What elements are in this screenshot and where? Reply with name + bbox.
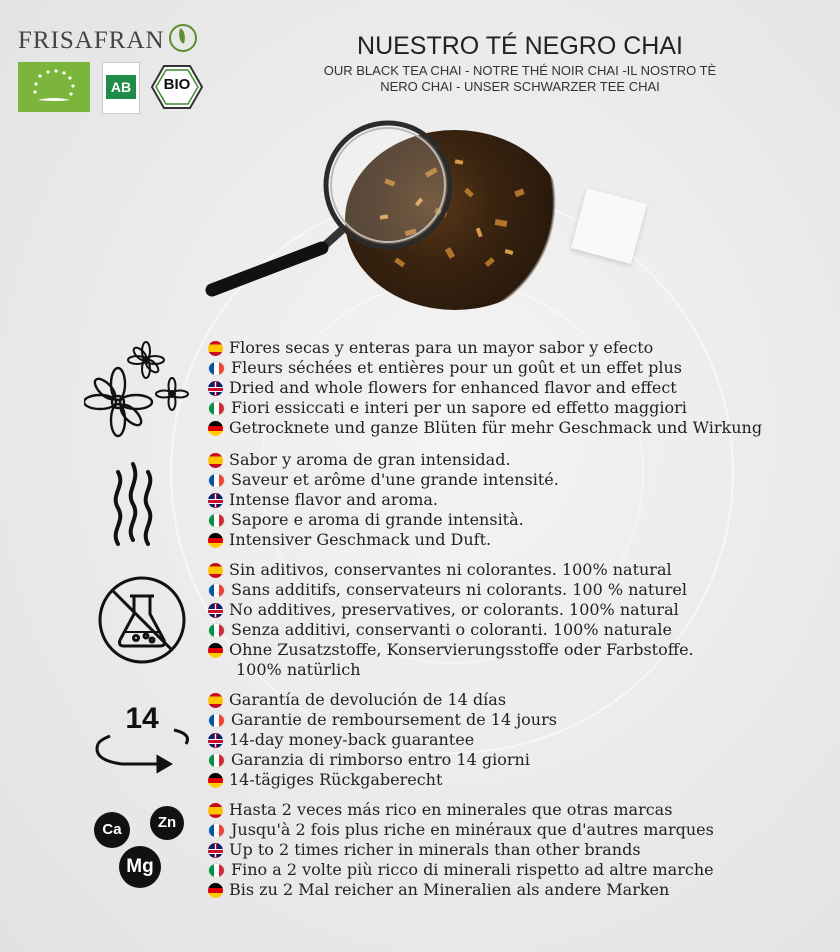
spain-flag-icon (208, 563, 223, 578)
line-it (208, 398, 762, 418)
uk-flag-icon (208, 493, 223, 508)
return-days-label: 14 (125, 702, 159, 735)
germany-flag-icon (208, 883, 223, 898)
magnifying-glass-icon (200, 110, 500, 310)
line-fr (208, 470, 559, 490)
leaf-icon (169, 24, 197, 52)
line-text: Jusqu'à 2 fois plus riche en minéraux que d'autres marques (231, 820, 714, 839)
feature-return-guarantee-lines (208, 690, 557, 790)
germany-flag-icon (208, 643, 223, 658)
line-text: Intense flavor and aroma. (229, 490, 438, 509)
line-text: Getrocknete und ganze Blüten für mehr Geschmack und Wirkung (229, 418, 763, 437)
brand-logo (18, 24, 197, 55)
line-it (208, 750, 557, 770)
line-de-continued (208, 660, 694, 680)
line-fr (208, 580, 694, 600)
title-block (280, 32, 760, 95)
france-flag-icon (208, 823, 225, 838)
flowers-icon (84, 338, 194, 438)
germany-flag-icon (208, 421, 223, 436)
france-flag-icon (208, 713, 225, 728)
spain-flag-icon (208, 453, 223, 468)
magnesium-label: Mg (126, 856, 154, 877)
bio-hexagon-badge (150, 64, 204, 110)
line-en (208, 378, 762, 398)
uk-flag-icon (208, 381, 223, 396)
uk-flag-icon (208, 733, 223, 748)
line-text: 100% natürlich (236, 660, 361, 679)
line-text: Sabor y aroma de gran intensidad. (229, 450, 511, 469)
spain-flag-icon (208, 803, 223, 818)
line-text: 14-tägiges Rückgaberecht (229, 770, 443, 789)
line-text: Senza additivi, conservanti o coloranti. 100% naturale (231, 620, 672, 639)
line-de (208, 530, 559, 550)
italy-flag-icon (208, 623, 225, 638)
calcium-badge (94, 812, 130, 848)
line-fr (208, 820, 714, 840)
line-es (208, 800, 714, 820)
subtitle-line-2: NERO CHAI - UNSER SCHWARZER TEE CHAI (380, 79, 660, 94)
line-text: Garantie de remboursement de 14 jours (231, 710, 557, 729)
line-text: 14-day money-back guarantee (229, 730, 475, 749)
france-flag-icon (208, 473, 225, 488)
line-text: Ohne Zusatzstoffe, Konservierungsstoffe oder Farbstoffe. (229, 640, 694, 659)
line-de (208, 640, 694, 660)
line-fr (208, 358, 762, 378)
feature-aroma-lines (208, 450, 559, 550)
brand-name: FRISAFRAN (18, 27, 165, 54)
calcium-label: Ca (102, 821, 122, 838)
aroma-steam-icon (108, 456, 158, 548)
spain-flag-icon (208, 341, 223, 356)
line-text: Bis zu 2 Mal reicher an Mineralien als andere Marken (229, 880, 670, 899)
line-de (208, 770, 557, 790)
page-title: NUESTRO TÉ NEGRO CHAI (357, 32, 683, 60)
line-es (208, 560, 694, 580)
italy-flag-icon (208, 401, 225, 416)
uk-flag-icon (208, 603, 223, 618)
ab-label: AB (106, 75, 136, 99)
line-text: Fiori essiccati e interi per un sapore ed effetto maggiori (231, 398, 687, 417)
ab-certification-badge (102, 62, 140, 114)
line-text: Saveur et arôme d'une grande intensité. (231, 470, 559, 489)
line-en (208, 730, 557, 750)
magnesium-badge (119, 846, 161, 888)
line-text: Flores secas y enteras para un mayor sabor y efecto (229, 338, 654, 357)
feature-no-additives-lines (208, 560, 694, 680)
line-es (208, 450, 559, 470)
germany-flag-icon (208, 533, 223, 548)
eu-organic-leaf-icon (18, 62, 90, 112)
france-flag-icon (208, 361, 225, 376)
line-es (208, 338, 762, 358)
line-de (208, 418, 762, 438)
line-it (208, 510, 559, 530)
bio-label: BIO (163, 76, 191, 93)
feature-flowers-lines (208, 338, 762, 438)
line-text: Sin aditivos, conservantes ni colorantes. 100% natural (229, 560, 672, 579)
line-text: Hasta 2 veces más rico en minerales que otras marcas (229, 800, 673, 819)
italy-flag-icon (208, 753, 225, 768)
italy-flag-icon (208, 863, 225, 878)
line-text: Intensiver Geschmack und Duft. (229, 530, 492, 549)
line-en (208, 490, 559, 510)
france-flag-icon (208, 583, 225, 598)
line-text: Garanzia di rimborso entro 14 giorni (231, 750, 530, 769)
line-text: Sans additifs, conservateurs ni colorants. 100 % naturel (231, 580, 687, 599)
line-text: Up to 2 times richer in minerals than other brands (229, 840, 641, 859)
no-additives-flask-icon (96, 574, 188, 666)
zinc-badge (150, 806, 184, 840)
line-text: Dried and whole flowers for enhanced flavor and effect (229, 378, 677, 397)
line-es (208, 690, 557, 710)
line-text: Fino a 2 volte più ricco di minerali rispetto ad altre marche (231, 860, 714, 879)
page-subtitle (280, 63, 760, 95)
line-en (208, 840, 714, 860)
line-de (208, 880, 714, 900)
zinc-label: Zn (157, 814, 177, 831)
line-fr (208, 710, 557, 730)
uk-flag-icon (208, 843, 223, 858)
subtitle-line-1: OUR BLACK TEA CHAI - NOTRE THÉ NOIR CHAI -IL NOSTRO TÈ (323, 63, 717, 78)
line-it (208, 860, 714, 880)
germany-flag-icon (208, 773, 223, 788)
line-text: Garantía de devolución de 14 días (229, 690, 507, 709)
line-text: Fleurs séchées et entières pour un goût et un effet plus (231, 358, 682, 377)
line-it (208, 620, 694, 640)
feature-minerals-lines (208, 800, 714, 900)
italy-flag-icon (208, 513, 225, 528)
line-text: Sapore e aroma di grande intensità. (231, 510, 524, 529)
line-en (208, 600, 694, 620)
spain-flag-icon (208, 693, 223, 708)
line-text: No additives, preservatives, or colorants. 100% natural (229, 600, 679, 619)
